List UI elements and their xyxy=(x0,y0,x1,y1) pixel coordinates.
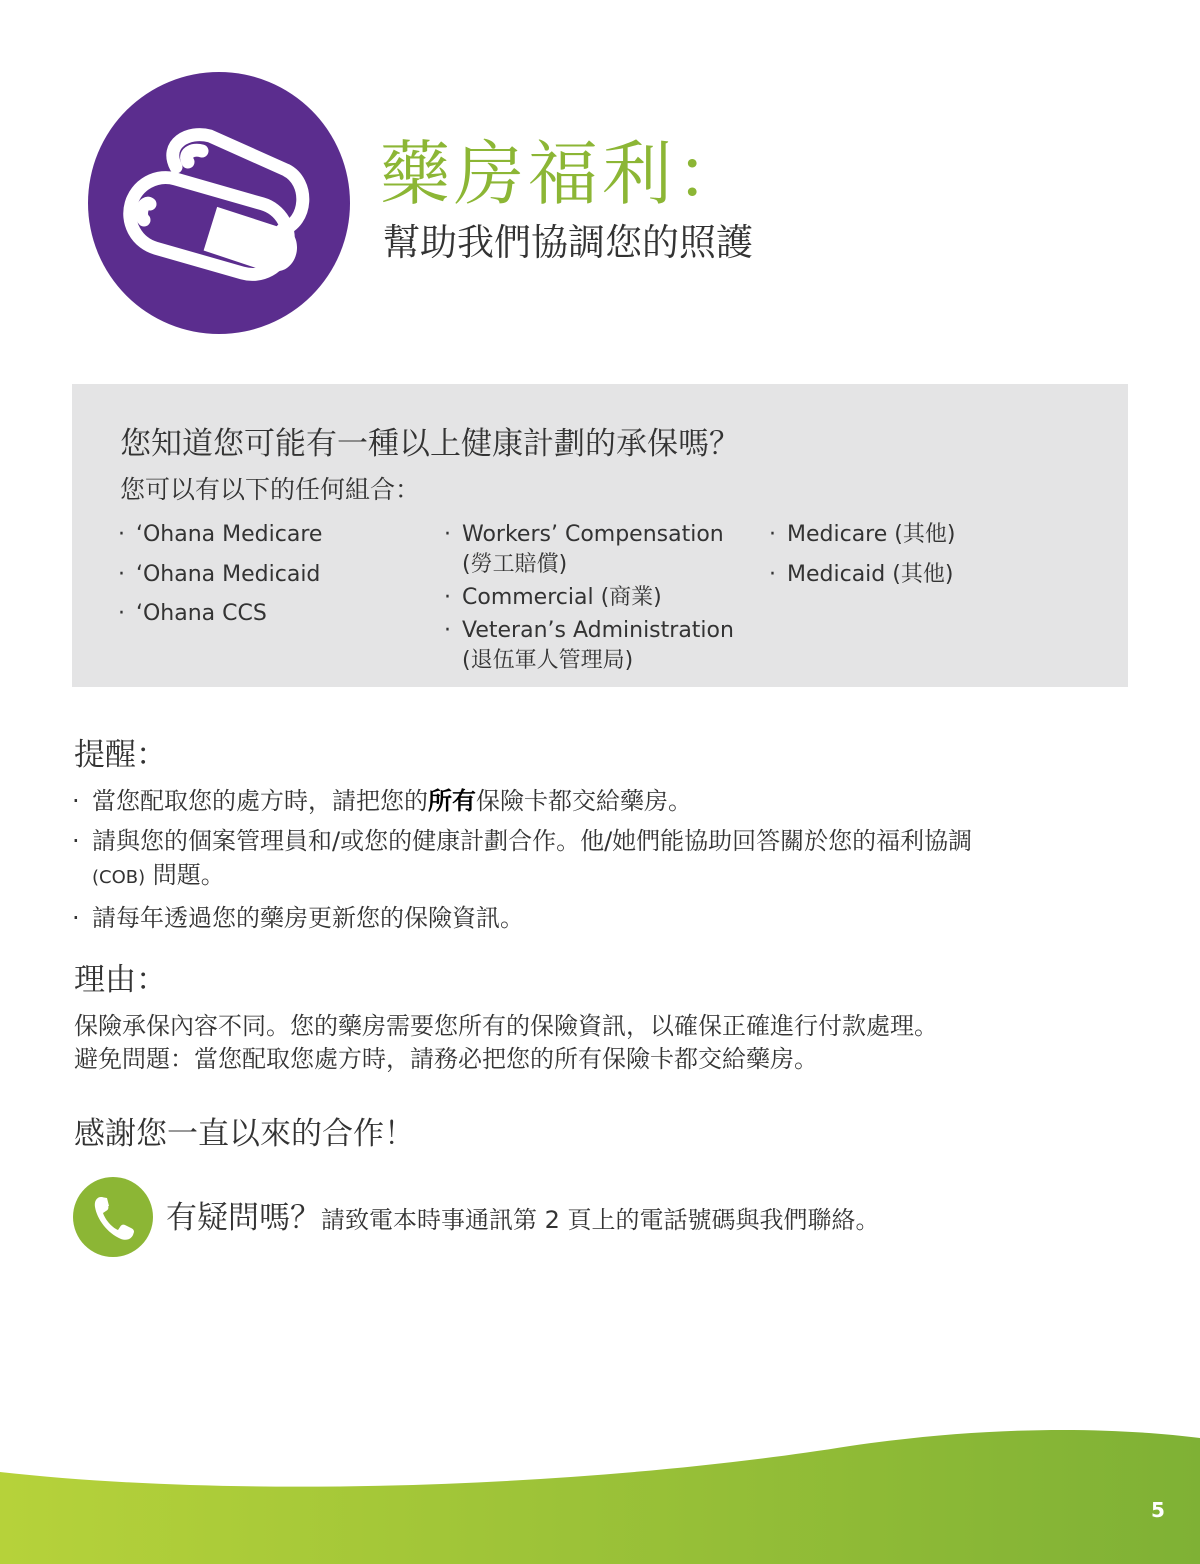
list-item: · Medicare (其他) xyxy=(769,520,955,550)
pill-capsules-icon xyxy=(88,72,350,334)
reason-text: 保險承保內容不同。您的藥房需要您所有的保險資訊，以確保正確進行付款處理。 避免問題：當您配取您處方時，請務必把您的所有保險卡都交給藥房。 xyxy=(74,1012,938,1073)
footer-wave xyxy=(0,1400,1200,1564)
coverage-intro: 您可以有以下的任何組合： xyxy=(120,475,421,504)
contact-text: 有疑問嗎？請致電本時事通訊第 2 頁上的電話號碼與我們聯絡。 xyxy=(166,1200,880,1236)
reminders-list xyxy=(72,784,1142,941)
list-item: · Workers’ Compensation (勞工賠償) xyxy=(444,520,734,580)
reminder-item: · 當您配取您的處方時，請把您的所有保險卡都交給藥房。 xyxy=(72,784,1142,818)
list-item: · ‘Ohana Medicare xyxy=(118,520,322,550)
page-number: 5 xyxy=(1151,1498,1165,1522)
phone-badge xyxy=(73,1177,153,1257)
pill-badge xyxy=(88,72,350,334)
plan-list-medicare-medicaid xyxy=(769,520,955,599)
phone-icon xyxy=(73,1177,153,1257)
list-item: · ‘Ohana Medicaid xyxy=(118,560,322,590)
list-item: · Commercial (商業) xyxy=(444,583,734,613)
coverage-question: 您知道您可能有一種以上健康計劃的承保嗎？ xyxy=(120,426,740,462)
thanks-text: 感謝您一直以來的合作！ xyxy=(74,1116,415,1152)
plan-list-other xyxy=(444,520,734,679)
plan-list-ohana xyxy=(118,520,322,639)
list-item: · ‘Ohana CCS xyxy=(118,599,322,629)
reminder-item: · 請每年透過您的藥房更新您的保險資訊。 xyxy=(72,901,1142,935)
page-subtitle: 幫助我們協調您的照護 xyxy=(383,221,753,264)
page-title: 藥房福利： xyxy=(380,133,750,215)
reminders-heading: 提醒： xyxy=(74,737,167,773)
reason-heading: 理由： xyxy=(74,962,167,998)
list-item: · Veteran’s Administration (退伍軍人管理局) xyxy=(444,616,734,676)
list-item: · Medicaid (其他) xyxy=(769,560,955,590)
reminder-item: · 請與您的個案管理員和/或您的健康計劃合作。他/她們能協助回答關於您的福利協調 (COB) 問題。 xyxy=(72,824,1142,895)
